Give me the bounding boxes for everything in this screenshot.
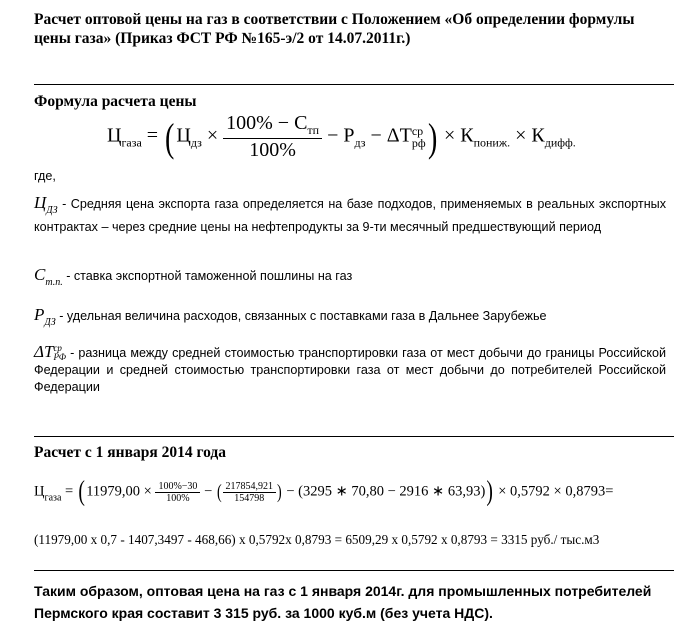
symbol-delta-t: ΔТ ср РФ <box>34 342 66 363</box>
price-formula: $Ц_{газа} = (Ц_{дз}$ × $\frac{100\% - С_{тп}}{100\%}$ − $Р_{дз} - \Delta Т$ ср рф ) × $К_{пониж.} \times К_{дифф.}$ <box>107 112 576 161</box>
definition-item: $Ц_{ДЗ}$ - Средняя цена экспорта газа определяется на базе подходов, применяемых в реальных экспортных контрактах – через средние цены на нефтепродукты за 9-ти месячный предшествующий период <box>34 193 667 234</box>
calc-fraction: $\frac{217854,921}{154798}$ <box>223 481 277 504</box>
symbol-stp: $С_{т.п.}$ <box>34 265 63 288</box>
conclusion-text: Таким образом, оптовая цена на газ с 1 января 2014г. для промышленных потребителей Пермского края составит 3 315 руб. за 1000 куб.м (без учета НДС). <box>34 583 652 621</box>
symbol-cdz: $Ц_{ДЗ}$ <box>34 193 58 216</box>
formula-fraction: $\frac{100\% - С_{тп}}{100\%}$ <box>223 112 322 162</box>
section-divider <box>34 436 674 437</box>
section-divider <box>34 570 674 571</box>
symbol-pdz: $Р_{ДЗ}$ <box>34 305 56 328</box>
document-title: Расчет оптовой цены на газ в соответствии с Положением «Об определении формулы цены газа» (Приказ ФСТ РФ №165-э/2 от 14.07.2011г.) <box>34 11 635 47</box>
calc-heading: Расчет с 1 января 2014 года <box>34 444 227 461</box>
where-label: где, <box>34 169 56 183</box>
calc-line-2: (11979,00 х 0,7 - 1407,3497 - 468,66) х 0,5792х 0,8793 = 6509,29 х 0,5792 х 0,8793 = 3315 руб./ тыс.м3 <box>34 532 600 547</box>
calc-formula: $Ц_{газа} = (11979,00$ × $\frac{100\%-30}{100\%}$ − ( $\frac{217854,921}{154798}$ ) − (3295 ∗ 70,80 − 2916 ∗ 63,93)) × 0,5792 × 0,8793= <box>34 476 614 507</box>
definition-item: $Р_{ДЗ}$ - удельная величина расходов, связанных с поставками газа в Дальнее Зарубежье <box>34 305 547 328</box>
definition-item: ΔТ ср РФ - разница между средней стоимостью транспортировки газа от мест добычи до границы Российской Федерации и средней стоимостью транспортировки газа от мест добычи до потребителей Российской Федерации <box>34 342 667 395</box>
section-divider <box>34 84 674 85</box>
calc-fraction: $\frac{100\%-30}{100\%}$ <box>155 481 200 504</box>
definition-item: $С_{т.п.}$ - ставка экспортной таможенной пошлины на газ <box>34 265 353 288</box>
formula-heading: Формула расчета цены <box>34 93 197 110</box>
